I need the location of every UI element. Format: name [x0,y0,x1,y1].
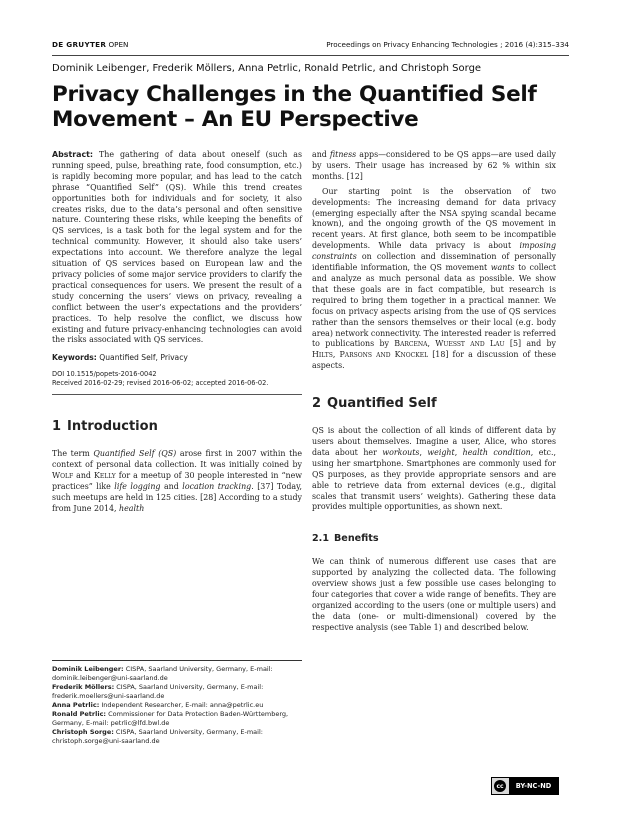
text-run: [37] Today, such meetups are held in 125 cities. [28] According to a study from June 2014, [52,481,302,513]
title-line-1: Privacy Challenges in the Quantified Self [52,82,537,107]
section-2-heading [312,396,556,412]
text-run: and [73,471,94,481]
footnote-text: CISPA, Saarland University, Germany, E-mail: frederik.moellers@uni-saarland.de [52,683,264,700]
intro-paragraph [52,449,302,514]
subsection-title: Benefits [334,533,379,545]
header-rule [52,55,569,56]
text-run: for a meetup of 30 people interested in “new practices” like [52,471,303,491]
footnote-text: CISPA, Saarland University, Germany, E-mail: dominik.leibenger@uni-saarland.de [52,665,273,682]
intro-paragraph-2 [312,187,556,372]
emphasis: weight [427,447,455,457]
title-line-2: Movement – An EU Perspective [52,107,419,132]
section-number: 1 [52,419,62,435]
footnote-name: Anna Petrlic: [52,701,100,709]
footnote-name: Dominik Leibenger: [52,665,124,673]
article-meta [52,370,302,388]
right-column [312,150,556,634]
qs-paragraph [312,426,556,513]
keywords [52,353,302,364]
emphasis: health condition [462,447,531,457]
text-run: , etc., using her smartphone. Smartphones are commonly used for QS purposes, as they provide appropriate sensors and are able to retrieve data from external devices (e.g., digital scales that transmit users’ weights). Gathering these data provides multiple opportunities, as shown next. [312,447,556,512]
text-run: arose first in 2007 within the context of personal data collection. It was initially coined by [52,449,302,470]
creative-commons-icon: cc [494,780,506,792]
emphasis: wants [490,263,515,273]
subsection-number: 2.1 [312,533,329,545]
text-run: [18] for a discussion of these aspects. [312,350,556,371]
abstract-rule [52,394,302,395]
footnote [52,710,302,728]
paper-title [52,82,569,132]
author-name: Hilts, Parsons and Knockel [312,350,429,360]
footnote [52,665,302,683]
text-run: to collect and analyze as much personal data as possible. We show that these goals are in fact compatible, but research is required to bring them together in a practical manner. We focus on privacy aspects arising from the use of QS services rather than the sensors themselves or their local (e.g. body area) network connectivity. The interested reader is referred to publications by [312,263,557,349]
text-run: , [419,447,428,457]
section-number: 2 [312,396,322,412]
intro-continued [312,150,556,183]
left-column [52,150,302,515]
footnote-text: CISPA, Saarland University, Germany, E-mail: christoph.sorge@uni-saarland.de [52,728,263,745]
text-run: Our starting point is the observation of two developments: The increasing demand for data privacy (emerging especially after the NSA spying scandal became known), and the ongoing growth of the QS movement in recent years. At first glance, both seem to be incompatible developments. While data privacy is about [312,186,556,251]
text-run: and [160,481,183,491]
author-name: Barcena, Wuesst and Lau [394,339,505,349]
section-1-heading [52,419,302,435]
text-run: The term [52,449,94,459]
author-name: Wolf [52,471,74,481]
emphasis: location tracking. [182,481,254,491]
text-run: QS is about the collection of all kinds of different data by users about themselves. Imagine a user, Alice, who stores data about her [312,426,556,457]
emphasis: life logging [114,481,161,491]
footnote [52,683,302,701]
footnote [52,701,302,710]
author-list: Dominik Leibenger, Frederik Möllers, Anna Petrlic, Ronald Petrlic, and Christoph Sorge [52,63,482,74]
text-run: , [454,447,463,457]
text-run: and [312,150,330,159]
emphasis: workouts [382,447,420,457]
received-dates: Received 2016-02-29; revised 2016-06-02; accepted 2016-06-02. [52,379,269,388]
keywords-text: Quantified Self, Privacy [99,353,188,363]
emphasis: health [119,503,145,513]
journal-citation: Proceedings on Privacy Enhancing Technologies ; 2016 (4):315–334 [326,40,569,49]
abstract-label: Abstract: [52,150,94,159]
running-header [52,38,569,52]
author-affiliations [52,660,302,746]
footnote-text: Independent Researcher, E-mail: anna@petrlic.eu [99,701,264,709]
footnote-name: Frederik Möllers: [52,683,115,691]
emphasis: imposing constraints [312,241,556,262]
author-name: Kelly [93,471,116,481]
publisher-open: OPEN [108,40,129,49]
footnote-text: Commissioner for Data Protection Baden-Württemberg, Germany, E-mail: petrlic@lfd.bwl.de [52,710,289,727]
text-run: on collection and dissemination of personally identifiable information, the QS movement [312,252,556,273]
footnote [52,728,302,746]
footnote-name: Christoph Sorge: [52,728,114,736]
section-title: Quantified Self [327,396,437,412]
publisher [52,38,128,52]
footnote-name: Ronald Petrlic: [52,710,107,718]
emphasis: fitness [329,150,357,159]
abstract [52,150,302,346]
text-run: apps—considered to be QS apps—are used daily by users. Their usage has increased by 62 % within six months. [12] [312,150,556,181]
abstract-text: The gathering of data about oneself (such as running speed, pulse, breathing rate, food consumption, etc.) is rapidly becoming more popular, and has lead to the catch phrase “Quantified Self” (QS). While this trend creates opportunities both for individuals and for society, it also creates risks, due to the data’s personal and often sensitive nature. Countering these risks, while keeping the benefits of QS services, is a task both for the legal system and for the technical community. However, it should also take users’ expectations into account. We therefore analyze the legal situation of QS services based on European law and the privacy policies of some major service providers to clarify the practical consequences for users. We present the result of a study concerning the users’ views on privacy, revealing a conflict between the user’s expectations and the providers’ practices. To help resolve the conflict, we discuss how existing and future privacy-enhancing technologies can avoid the risks associated with QS services. [52,150,303,345]
emphasis: Quantified Self (QS) [93,449,177,459]
doi: DOI 10.1515/popets-2016-0042 [52,370,157,379]
text-run: [5] and by [504,339,556,349]
publisher-name: DE GRUYTER [52,40,107,49]
benefits-paragraph: We can think of numerous different use cases that are supported by analyzing the collected data. The following overview shows just a few possible use cases belonging to four categories that cover a wide range of benefits. They are organized according to the users (one or multiple users) and the data (one- or multi-dimensional) covered by the respective analysis (see Table 1) and described below. [312,557,556,632]
footnote-rule [52,660,302,661]
license-text: BY-NC-ND [509,778,558,794]
subsection-2-1-heading [312,533,556,545]
section-title: Introduction [67,419,158,435]
cc-license-badge[interactable] [491,777,559,795]
keywords-label: Keywords: [52,353,97,363]
